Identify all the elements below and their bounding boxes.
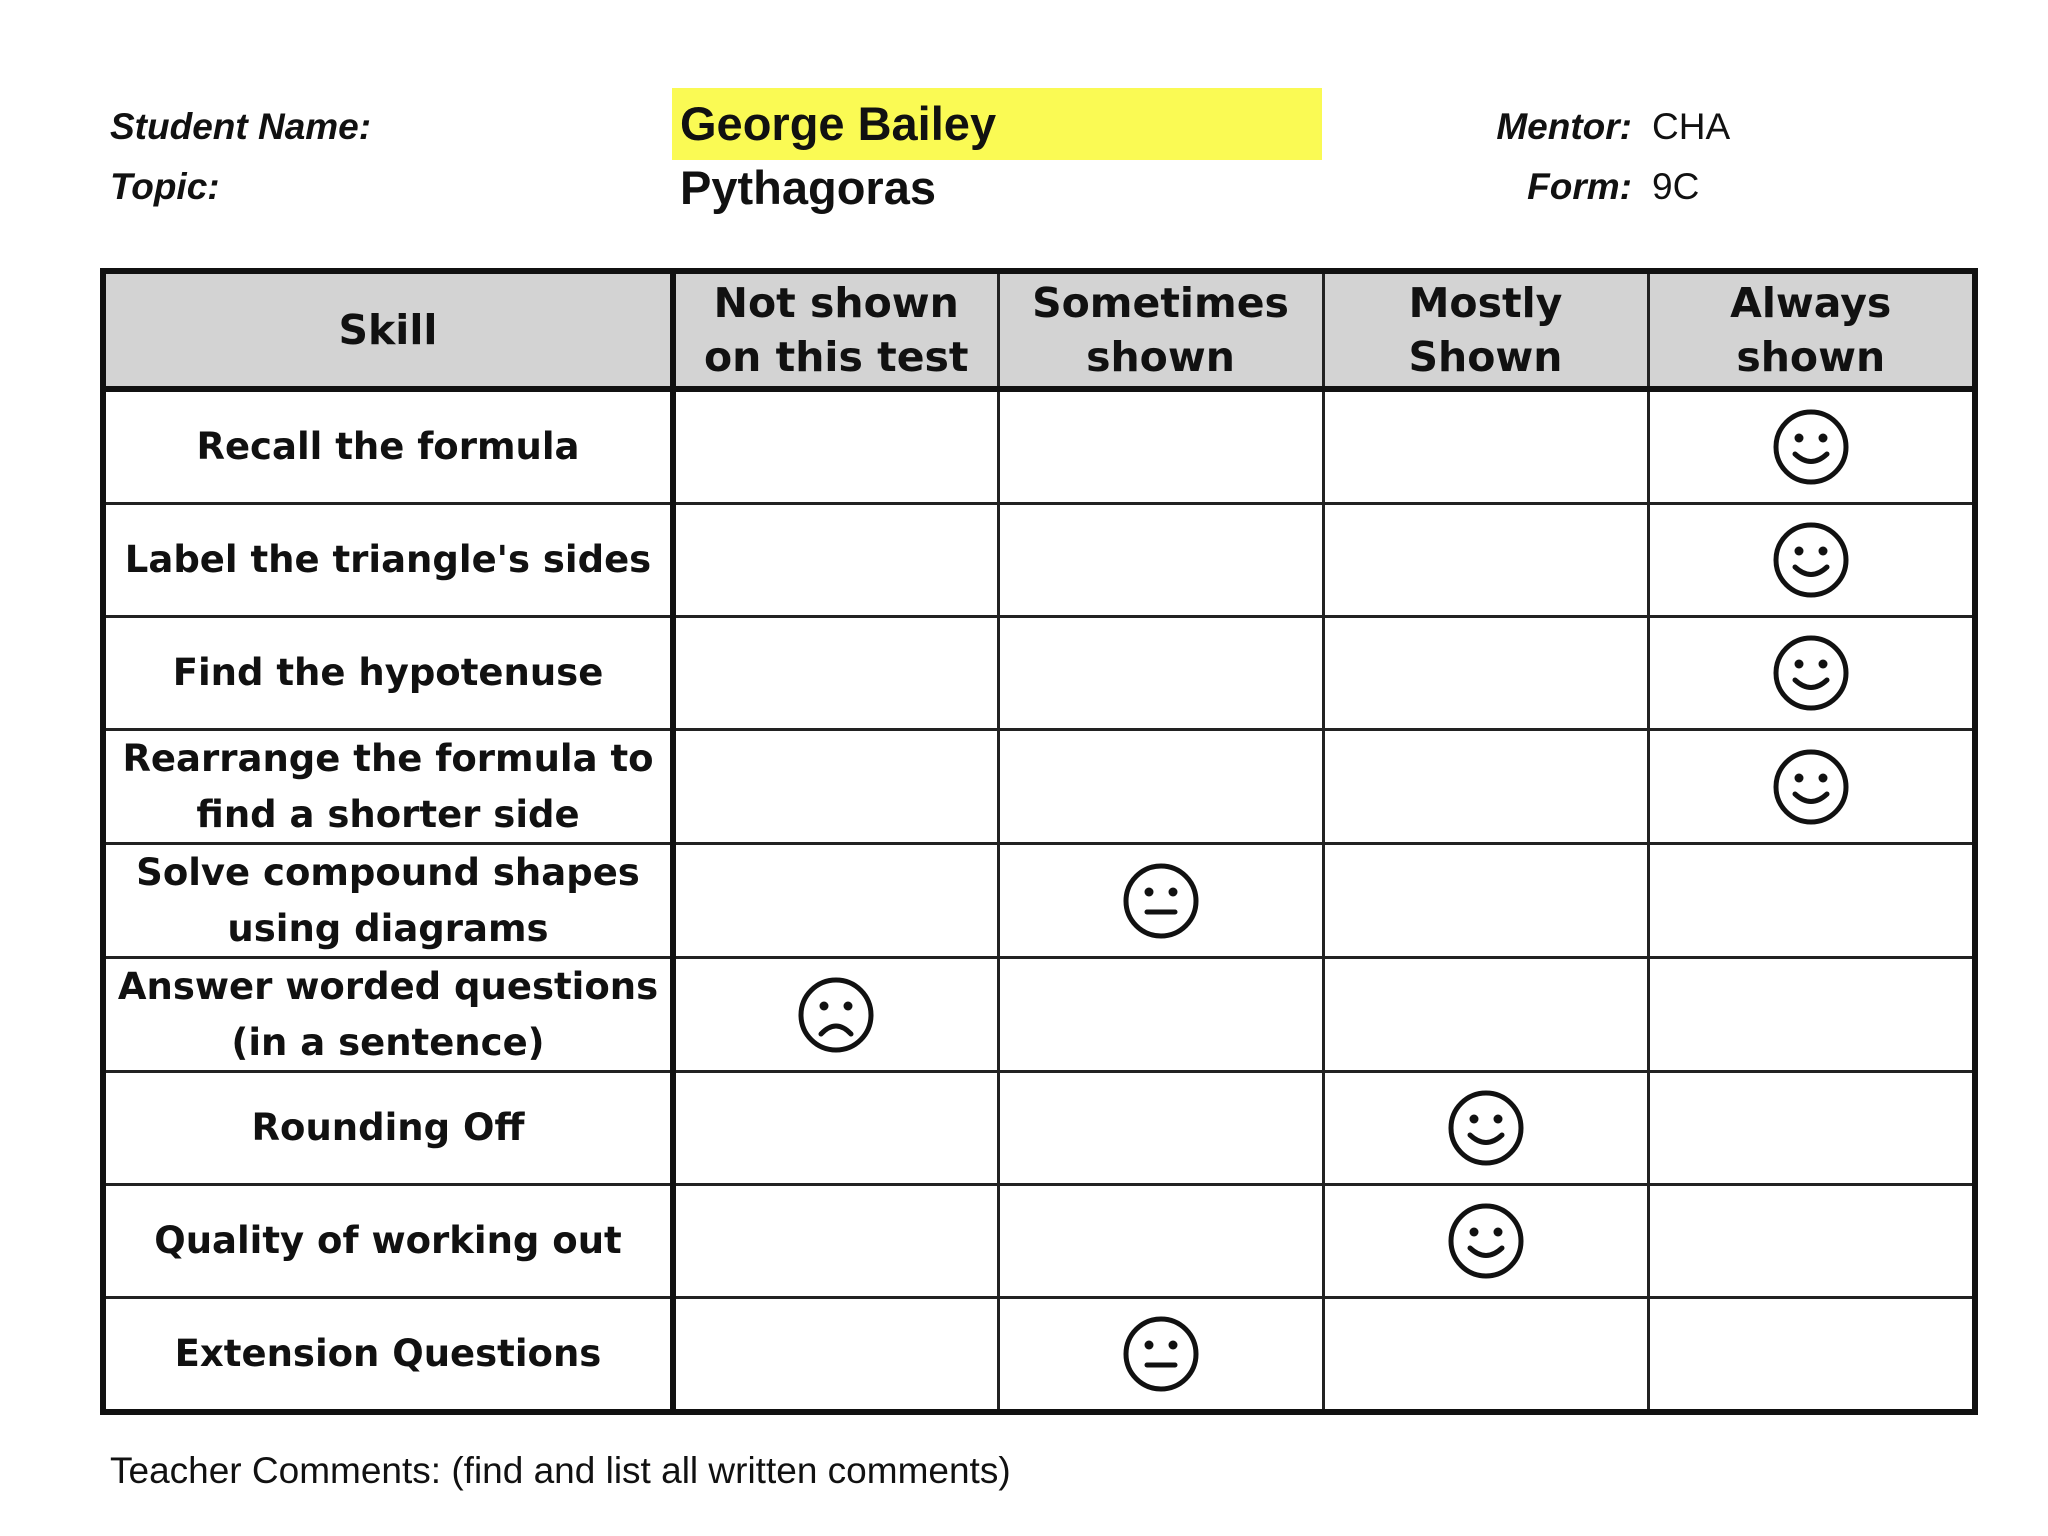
rating-cell-sometimes-shown [998, 958, 1323, 1072]
neutral-face-icon [1121, 1314, 1201, 1394]
neutral-face-icon [1121, 861, 1201, 941]
rating-cell-sometimes-shown [998, 389, 1323, 504]
form-label: Form: [1527, 166, 1632, 207]
mentor-label: Mentor: [1496, 106, 1632, 147]
column-header-always-shown: Always shown [1648, 271, 1975, 389]
rating-cell-mostly-shown [1323, 389, 1648, 504]
happy-face-icon [1771, 747, 1851, 827]
rating-cell-not-shown [673, 617, 998, 730]
rating-cell-mostly-shown [1323, 1185, 1648, 1298]
rating-cell-not-shown [673, 1185, 998, 1298]
rating-cell-mostly-shown [1323, 1298, 1648, 1413]
skill-label: Rearrange the formula to find a shorter side [103, 730, 673, 844]
rating-cell-always-shown [1648, 844, 1975, 958]
table-row [103, 958, 1975, 1072]
column-header-sometimes-shown: Sometimes shown [998, 271, 1323, 389]
table-row [103, 844, 1975, 958]
table-row [103, 1185, 1975, 1298]
rating-cell-sometimes-shown [998, 1298, 1323, 1413]
table-row [103, 730, 1975, 844]
rating-cell-mostly-shown [1323, 1072, 1648, 1185]
table-row [103, 1298, 1975, 1413]
skill-label: Rounding Off [103, 1072, 673, 1185]
rating-cell-sometimes-shown [998, 844, 1323, 958]
skill-label: Quality of working out [103, 1185, 673, 1298]
skill-label: Recall the formula [103, 389, 673, 504]
rating-cell-mostly-shown [1323, 504, 1648, 617]
skill-label: Extension Questions [103, 1298, 673, 1413]
rating-cell-always-shown [1648, 958, 1975, 1072]
table-row [103, 389, 1975, 504]
rating-cell-not-shown [673, 389, 998, 504]
column-header-skill: Skill [103, 271, 673, 389]
rating-cell-always-shown [1648, 1185, 1975, 1298]
rating-cell-sometimes-shown [998, 1072, 1323, 1185]
rating-cell-always-shown [1648, 1072, 1975, 1185]
rating-cell-always-shown [1648, 1298, 1975, 1413]
sad-face-icon [796, 975, 876, 1055]
skill-label: Find the hypotenuse [103, 617, 673, 730]
rating-cell-always-shown [1648, 617, 1975, 730]
rating-cell-not-shown [673, 844, 998, 958]
happy-face-icon [1446, 1201, 1526, 1281]
rating-cell-sometimes-shown [998, 730, 1323, 844]
rating-cell-sometimes-shown [998, 617, 1323, 730]
rating-cell-always-shown [1648, 730, 1975, 844]
rating-cell-not-shown [673, 1298, 998, 1413]
skills-rubric-table [100, 268, 1978, 1415]
rating-cell-always-shown [1648, 389, 1975, 504]
table-row [103, 1072, 1975, 1185]
column-header-mostly-shown: Mostly Shown [1323, 271, 1648, 389]
rating-cell-not-shown [673, 958, 998, 1072]
skill-label: Answer worded questions (in a sentence) [103, 958, 673, 1072]
rating-cell-mostly-shown [1323, 730, 1648, 844]
rating-cell-mostly-shown [1323, 958, 1648, 1072]
topic-label: Topic: [110, 166, 220, 207]
skill-label: Solve compound shapes using diagrams [103, 844, 673, 958]
teacher-comments: Teacher Comments: (find and list all written comments) [110, 1450, 1011, 1491]
topic-value: Pythagoras [680, 161, 936, 214]
table-row [103, 504, 1975, 617]
table-header-row [103, 271, 1975, 389]
student-name-value: George Bailey [680, 97, 997, 150]
table-row [103, 617, 1975, 730]
rating-cell-mostly-shown [1323, 844, 1648, 958]
rating-cell-always-shown [1648, 504, 1975, 617]
form-value: 9C [1652, 166, 1700, 207]
mentor-value: CHA [1652, 106, 1731, 147]
happy-face-icon [1771, 407, 1851, 487]
skill-label: Label the triangle's sides [103, 504, 673, 617]
rating-cell-not-shown [673, 1072, 998, 1185]
rating-cell-sometimes-shown [998, 504, 1323, 617]
rating-cell-mostly-shown [1323, 617, 1648, 730]
column-header-not-shown: Not shown on this test [673, 271, 998, 389]
student-name-label: Student Name: [110, 106, 372, 147]
rating-cell-not-shown [673, 504, 998, 617]
happy-face-icon [1771, 633, 1851, 713]
happy-face-icon [1771, 520, 1851, 600]
rating-cell-not-shown [673, 730, 998, 844]
happy-face-icon [1446, 1088, 1526, 1168]
rating-cell-sometimes-shown [998, 1185, 1323, 1298]
